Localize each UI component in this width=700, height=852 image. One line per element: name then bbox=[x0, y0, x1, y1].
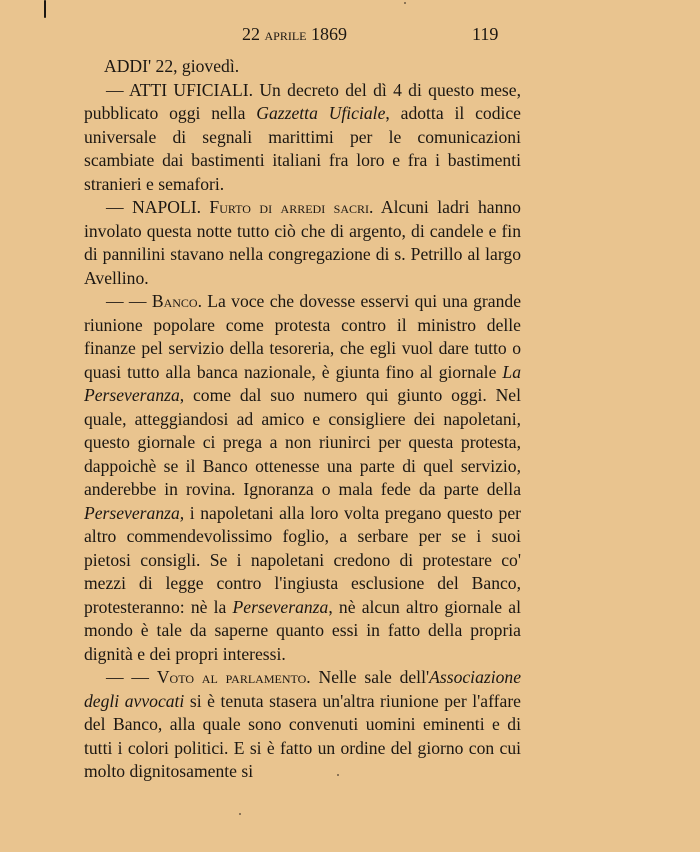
paper-speck bbox=[337, 774, 339, 776]
section-heading: NAPOLI. bbox=[132, 197, 201, 217]
paragraph-voto-parlamento: — — Voto al parlamento. Nelle sale dell'Associazione degli avvocati si è tenuta stasera un'altra riunione per l'affare del Banco, alla quale sono convenuti uomini eminenti e di tutti i colori politici. E si è fatto un ordine del giorno con cui molto dignitosamente si bbox=[84, 667, 522, 781]
page-number: 119 bbox=[472, 24, 499, 44]
page-body bbox=[84, 55, 521, 784]
date-line: ADDI' 22, giovedì. bbox=[104, 56, 240, 76]
paragraph-napoli: — NAPOLI. Furto di arredi sacri. Alcuni ladri hanno involato questa notte tutto ciò che di argento, di candele e fin di pannilini stavano nella congregazione di s. Petrillo al largo Avellino. bbox=[84, 197, 521, 288]
margin-mark bbox=[44, 0, 46, 18]
section-heading: Voto al parlamento. bbox=[156, 667, 311, 687]
paper-speck bbox=[239, 813, 241, 815]
page-header bbox=[0, 24, 700, 50]
header-date: 22 aprile 1869 bbox=[242, 24, 347, 44]
paper-speck bbox=[404, 2, 406, 4]
section-heading: ATTI UFICIALI. bbox=[128, 79, 254, 100]
paragraph-banco: — — Banco. La voce che dovesse esservi qui una grande riunione popolare come protesta contro il ministro delle finanze pel servizio della tesoreria, che egli vuol dare tutto o quasi tutto alla banca nazionale, è giunta fino al giornale La Perseveranza, come dal suo numero qui giunto oggi. Nel quale, atteggiandosi ad amico e consigliere dei napoletani, questo giornale ci prega a non riunirci per questa protesta, dappoichè se il Banco ottenesse una parte di quel servizio, anderebbe in rovina. Ignoranza o mala fede da parte della Perseveranza, i napoletani alla loro volta pregano questo per altro commendevolissimo foglio, a serbare per se i suoi pietosi consigli. Se i napoletani credono di protestare co' mezzi di legge contro l'ingiusta esclusione del Banco, protesteranno: nè la Perseveranza, nè alcun altro giornale al mondo è tale da saperne quanto essi in fatto della propria dignità e dei propri interessi. bbox=[84, 291, 521, 664]
section-heading: Banco. bbox=[151, 291, 202, 311]
paragraph-atti-uficiali: — ATTI UFICIALI. Un decreto del dì 4 di questo mese, pubblicato oggi nella Gazzetta Uficiale, adotta il codice universale di segnali marittimi per le comunicazioni scambiate dai bastimenti italiani fra loro e fra i bastimenti stranieri e semafori. bbox=[84, 79, 521, 194]
